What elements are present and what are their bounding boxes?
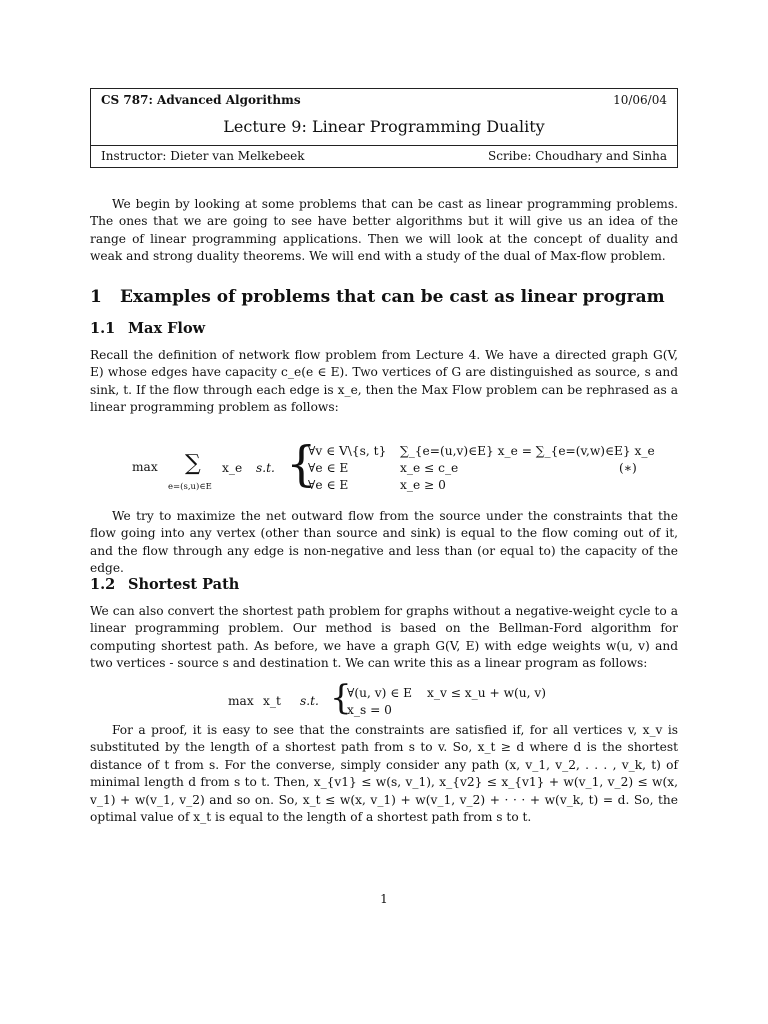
subsection-heading-maxflow	[90, 320, 205, 337]
header-divider	[91, 145, 677, 146]
lecture-date: 10/06/04	[613, 93, 667, 107]
lp-max-keyword: max	[228, 694, 254, 708]
section-title: Examples of problems that can be cast as linear program	[120, 287, 665, 307]
subsection-title: Max Flow	[128, 320, 206, 337]
lp-max-keyword: max	[132, 460, 158, 474]
proof-paragraph: For a proof, it is easy to see that the constraints are satisfied if, for all vertices v, x_v is substituted by the length of a shortest path from s to v. So, x_t ≥ d where d is the shortest distance of t from s. For the converse, simply consider any path (x, v_1, v_2, . . . , v_k, t) of minimal length d from s to t. Then, x_{v1} ≤ w(s, v_1), x_{v2} ≤ x_{v1} + w(v_1, v_2) ≤ w(x, v_1) + w(v_1, v_2) and so on. So, x_t ≤ w(x, v_1) + w(v_1, v_2) + · · · + w(v_k, t) = d. So, the optimal value of x_t is equal to the length of a shortest path from s to t.	[90, 723, 678, 825]
constraint-2-expression: x_e ≤ c_e	[400, 461, 459, 475]
maxflow-explanation: We try to maximize the net outward flow from the source under the constraints that the flow going into any vertex (other than source and sink) is equal to the flow coming out of it, and the flow through any edge is non-negative and less than (or equal to) the capacity of the edge.	[90, 509, 678, 576]
constraint-3-condition: ∀e ∈ E	[308, 478, 349, 492]
constraint-2-condition: ∀e ∈ E	[308, 461, 349, 475]
constraint-brace: {	[330, 678, 352, 718]
lecture-title: Lecture 9: Linear Programming Duality	[223, 117, 545, 136]
sum-subscript: e=(s,u)∈E	[168, 482, 212, 492]
subject-to: s.t.	[300, 694, 319, 708]
objective-variable: x_t	[263, 694, 281, 708]
course-name: CS 787: Advanced Algorithms	[101, 93, 301, 107]
lecture-header-box	[90, 88, 678, 168]
constraint-1-condition: ∀v ∈ V\{s, t}	[308, 444, 387, 458]
shortest-path-paragraph: We can also convert the shortest path problem for graphs without a negative-weight cycle to a linear programming problem. Our method is based on the Bellman-Ford algorithm for computing shortest path. As before, we have a graph G(V, E) with edge weights w(u, v) and two vertices - source s and destination t. We can write this as a linear program as follows:	[90, 604, 678, 671]
constraint-1-expression: ∑_{e=(u,v)∈E} x_e = ∑_{e=(v,w)∈E} x_e	[400, 444, 655, 458]
page-number: 1	[380, 892, 388, 906]
constraint-1-condition: ∀(u, v) ∈ E	[347, 686, 413, 700]
instructor-line: Instructor: Dieter van Melkebeek	[101, 149, 305, 163]
constraint-brace: {	[286, 436, 317, 492]
constraint-3-expression: x_e ≥ 0	[400, 478, 446, 492]
section-number: 1	[90, 287, 102, 307]
constraint-1-expression: x_v ≤ x_u + w(u, v)	[427, 686, 547, 700]
subsection-number: 1.1	[90, 320, 116, 337]
objective-variable: x_e	[222, 461, 243, 475]
intro-paragraph: We begin by looking at some problems that can be cast as linear programming problems. The ones that we are going to see have better algorithms but it will give us an idea of the range of linear programming applications. Then we will look at the concept of duality and weak and strong duality theorems. We will end with a study of the dual of Max-flow problem.	[90, 197, 678, 264]
subject-to: s.t.	[256, 461, 275, 475]
subsection-heading-shortest-path	[90, 576, 239, 593]
sum-symbol: ∑	[185, 451, 201, 476]
maxflow-paragraph: Recall the definition of network flow problem from Lecture 4. We have a directed graph G(V, E) whose edges have capacity c_e(e ∈ E). Two vertices of G are distinguished as source, s and sink, t. If the flow through each edge is x_e, then the Max Flow problem can be rephrased as a linear programming problem as follows:	[90, 348, 678, 415]
constraint-2-expression: x_s = 0	[347, 703, 392, 717]
subsection-title: Shortest Path	[128, 576, 240, 593]
scribe-line: Scribe: Choudhary and Sinha	[488, 149, 667, 163]
section-heading	[90, 287, 665, 307]
subsection-number: 1.2	[90, 576, 116, 593]
equation-tag: (∗)	[619, 461, 637, 475]
